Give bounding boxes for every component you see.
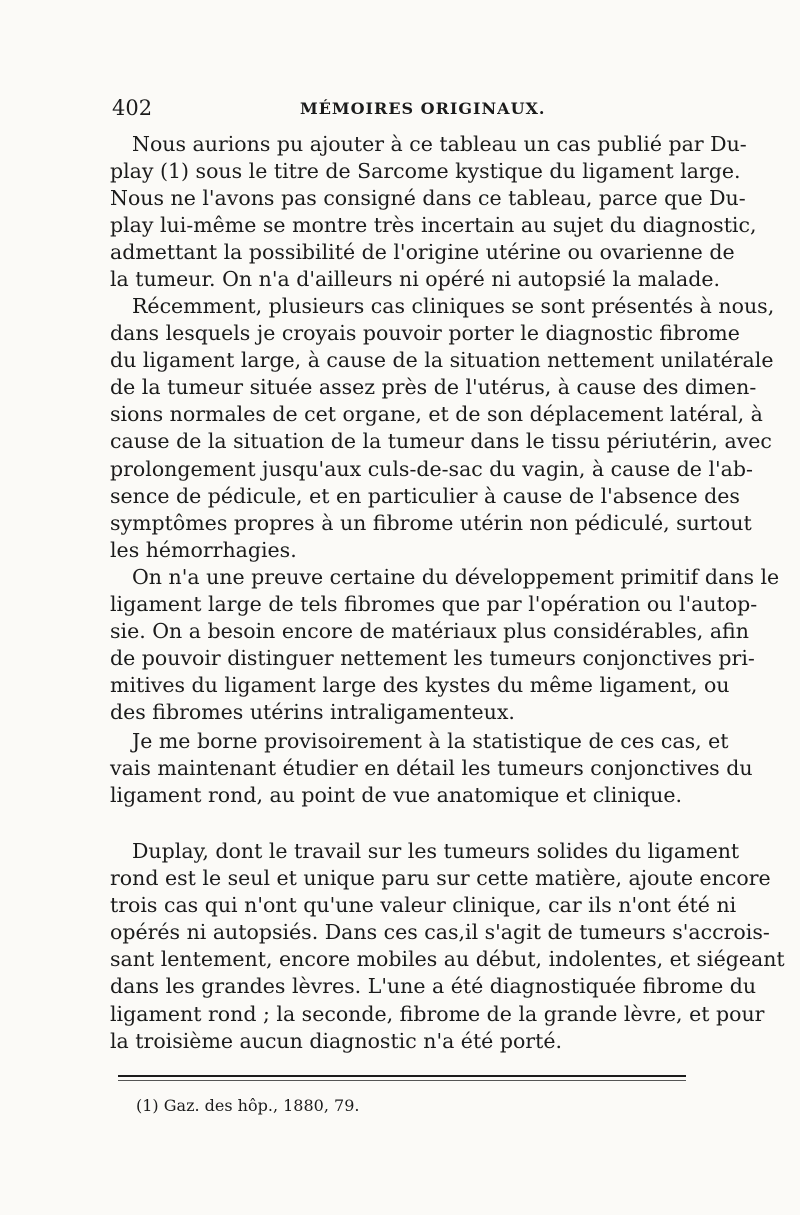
text-line: play lui-même se montre très incertain au sujet du diagnostic, [110, 213, 757, 238]
text-line: cause de la situation de la tumeur dans le tissu périutérin, avec [110, 429, 772, 454]
text-line: des fibromes utérins intraligamenteux. [110, 700, 515, 725]
paragraph-1 [110, 131, 757, 294]
footnote-rule [118, 1075, 686, 1077]
running-title: MÉMOIRES ORIGINAUX. [300, 99, 546, 118]
text-line: sie. On a besoin encore de matériaux plus considérables, afin [110, 619, 749, 644]
text-line: ligament large de tels fibromes que par l'opération ou l'autop- [110, 592, 758, 617]
text-line: Je me borne provisoirement à la statistique de ces cas, et [132, 729, 729, 753]
text-line: ligament rond ; la seconde, fibrome de la grande lèvre, et pour [110, 1001, 765, 1026]
paragraph-3 [110, 564, 780, 727]
text-line: Duplay, dont le travail sur les tumeurs solides du ligament [132, 839, 740, 863]
text-line: Récemment, plusieurs cas cliniques se sont présentés à nous, [132, 294, 775, 318]
text-line: les hémorrhagies. [110, 537, 297, 562]
text-line: rond est le seul et unique paru sur cette matière, ajoute encore [110, 866, 771, 891]
text-line: sant lentement, encore mobiles au début, indolentes, et siégeant [110, 947, 785, 972]
text-line: trois cas qui n'ont qu'une valeur clinique, car ils n'ont été ni [110, 893, 737, 918]
text-line: ligament rond, au point de vue anatomique et clinique. [110, 783, 683, 808]
paragraph-2 [110, 293, 775, 564]
text-line: du ligament large, à cause de la situation nettement unilatérale [110, 348, 774, 373]
text-line: On n'a une preuve certaine du développement primitif dans le [132, 565, 780, 589]
text-line: prolongement jusqu'aux culs-de-sac du vagin, à cause de l'ab- [110, 456, 753, 481]
text-line: sions normales de cet organe, et de son déplacement latéral, à [110, 402, 763, 427]
paragraph-4 [110, 728, 753, 809]
text-line: Nous aurions pu ajouter à ce tableau un cas publié par Du- [132, 132, 747, 156]
text-line: de pouvoir distinguer nettement les tumeurs conjonctives pri- [110, 646, 755, 671]
text-line: dans les grandes lèvres. L'une a été diagnostiquée fibrome du [110, 974, 757, 999]
text-line: sence de pédicule, et en particulier à cause de l'absence des [110, 483, 740, 508]
footnote-rule-thin [118, 1080, 686, 1081]
page-number: 402 [112, 96, 153, 120]
paragraph-5 [110, 838, 785, 1055]
text-line: Nous ne l'avons pas consigné dans ce tableau, parce que Du- [110, 186, 746, 211]
text-line: mitives du ligament large des kystes du même ligament, ou [110, 673, 730, 698]
text-line: play (1) sous le titre de Sarcome kystique du ligament large. [110, 159, 741, 184]
text-line: de la tumeur située assez près de l'utérus, à cause des dimen- [110, 375, 757, 400]
text-line: opérés ni autopsiés. Dans ces cas,il s'agit de tumeurs s'accrois- [110, 920, 770, 945]
text-line: la troisième aucun diagnostic n'a été porté. [110, 1028, 562, 1053]
text-line: vais maintenant étudier en détail les tumeurs conjonctives du [110, 756, 753, 781]
text-line: symptômes propres à un fibrome utérin non pédiculé, surtout [110, 510, 752, 535]
text-line: admettant la possibilité de l'origine utérine ou ovarienne de [110, 240, 735, 265]
text-line: dans lesquels je croyais pouvoir porter le diagnostic fibrome [110, 321, 740, 346]
footnote: (1) Gaz. des hôp., 1880, 79. [136, 1096, 360, 1115]
text-line: la tumeur. On n'a d'ailleurs ni opéré ni autopsié la malade. [110, 267, 720, 292]
